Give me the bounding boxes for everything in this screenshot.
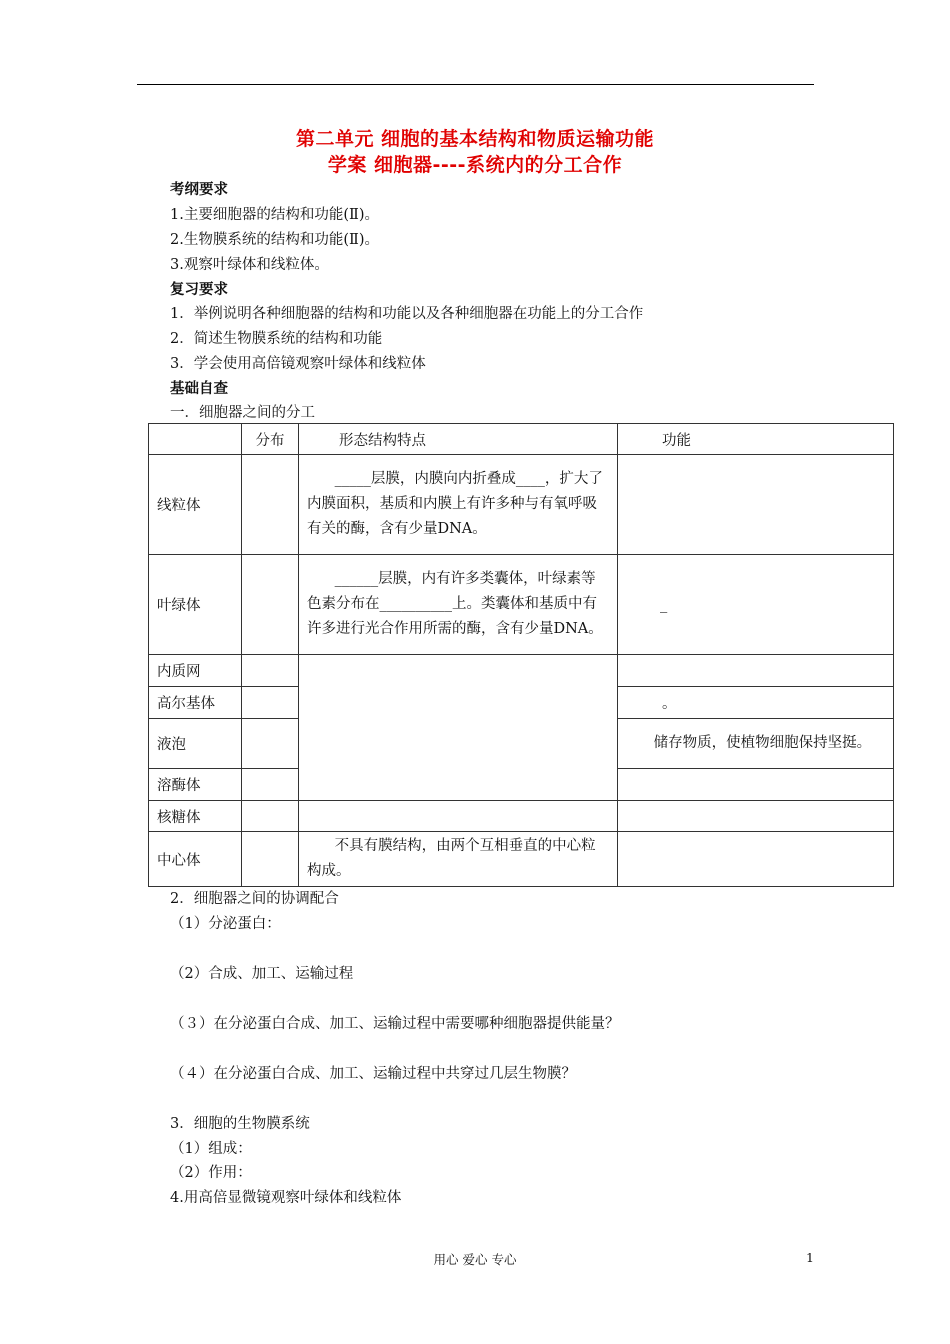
distribution-cell: [242, 455, 299, 555]
distribution-cell: [242, 655, 299, 687]
review-item: 1．举例说明各种细胞器的结构和功能以及各种细胞器在功能上的分工合作: [170, 306, 644, 322]
organelle-name: 液泡: [149, 719, 242, 769]
review-item: 3．学会使用高倍镜观察叶绿体和线粒体: [170, 356, 426, 372]
distribution-cell: [242, 555, 299, 655]
organelle-name: 核糖体: [149, 801, 242, 832]
table-row: [149, 455, 894, 555]
basics-heading: 基础自查: [170, 381, 228, 397]
function-cell: 。: [618, 687, 894, 719]
organelle-name: 溶酶体: [149, 769, 242, 801]
section1-title: 一．细胞器之间的分工: [170, 405, 315, 421]
structure-cell: ______层膜，内有许多类囊体，叶绿素等色素分布在__________上。类囊体和基质中有许多进行光合作用所需的酶，含有少量DNA。: [299, 555, 618, 655]
table-row: [149, 801, 894, 832]
table-header-cell: 分布: [242, 424, 299, 455]
section3-title: 3．细胞的生物膜系统: [170, 1116, 310, 1132]
distribution-cell: [242, 719, 299, 769]
outline-item: 2.生物膜系统的结构和功能(Ⅱ)。: [170, 232, 380, 248]
structure-cell: 不具有膜结构，由两个互相垂直的中心粒构成。: [299, 832, 618, 887]
section3-question: （2）作用：: [170, 1165, 252, 1181]
outline-heading: 考纲要求: [170, 182, 228, 198]
section4-title: 4.用高倍显微镜观察叶绿体和线粒体: [170, 1190, 402, 1206]
function-cell: 储存物质，使植物细胞保持坚挺。: [618, 719, 894, 769]
review-heading: 复习要求: [170, 282, 228, 298]
structure-cell: _____层膜，内膜向内折叠成____，扩大了内膜面积，基质和内膜上有许多种与有氧呼吸有关的酶，含有少量DNA。: [299, 455, 618, 555]
section2-question: （４）在分泌蛋白合成、加工、运输过程中共穿过几层生物膜？: [170, 1066, 576, 1082]
section3-question: （1）组成：: [170, 1141, 252, 1157]
distribution-cell: [242, 687, 299, 719]
page-footer: 用心 爱心 专心: [433, 1252, 517, 1267]
distribution-cell: [242, 769, 299, 801]
section2-title: 2．细胞器之间的协调配合: [170, 891, 339, 907]
function-cell: [618, 769, 894, 801]
table-header-cell: 形态结构特点: [299, 424, 618, 455]
structure-cell: [299, 655, 618, 801]
title-line-1: 第二单元 细胞的基本结构和物质运输功能: [295, 128, 655, 150]
function-cell: [618, 832, 894, 887]
function-cell: _: [618, 555, 894, 655]
organelle-table: [148, 423, 894, 887]
table-header-cell: [149, 424, 242, 455]
structure-cell: [299, 801, 618, 832]
outline-item: 3.观察叶绿体和线粒体。: [170, 257, 329, 273]
function-cell: [618, 801, 894, 832]
organelle-name: 内质网: [149, 655, 242, 687]
section2-question: （1）分泌蛋白：: [170, 916, 281, 932]
table-row: [149, 655, 894, 687]
organelle-name: 中心体: [149, 832, 242, 887]
table-header-row: [149, 424, 894, 455]
organelle-name: 叶绿体: [149, 555, 242, 655]
header-rule: [137, 84, 814, 85]
section2-question: （2）合成、加工、运输过程: [170, 966, 354, 982]
function-cell: [618, 455, 894, 555]
title-line-2: 学案 细胞器----系统内的分工合作: [327, 154, 623, 176]
table-header-cell: 功能: [618, 424, 894, 455]
function-cell: [618, 655, 894, 687]
page-number: 1: [806, 1250, 814, 1265]
table-row: [149, 555, 894, 655]
distribution-cell: [242, 801, 299, 832]
outline-item: 1.主要细胞器的结构和功能(Ⅱ)。: [170, 207, 380, 223]
table-row: [149, 832, 894, 887]
review-item: 2．简述生物膜系统的结构和功能: [170, 331, 383, 347]
organelle-name: 线粒体: [149, 455, 242, 555]
organelle-name: 高尔基体: [149, 687, 242, 719]
section2-question: （３）在分泌蛋白合成、加工、运输过程中需要哪种细胞器提供能量？: [170, 1016, 620, 1032]
distribution-cell: [242, 832, 299, 887]
